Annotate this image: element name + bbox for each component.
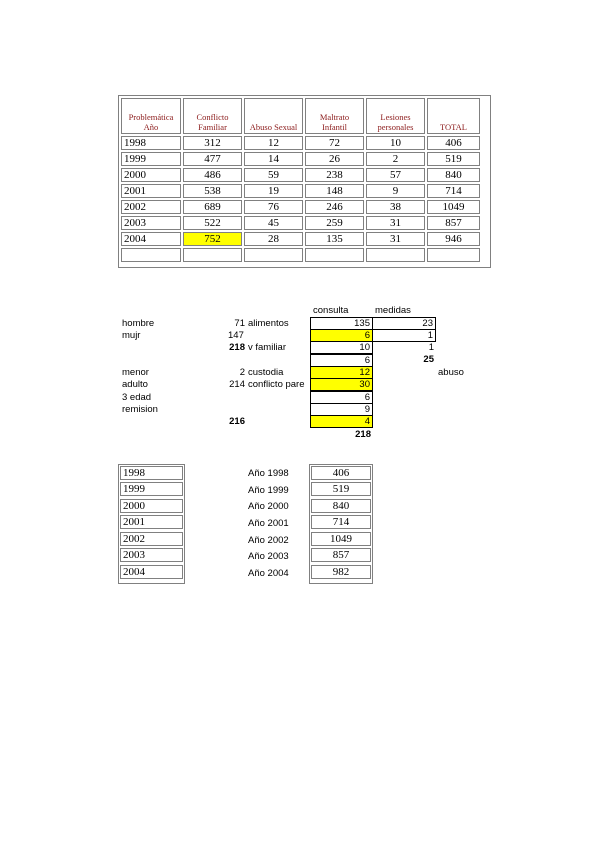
value-cell: 57 xyxy=(366,168,425,182)
consulta-cell: 135 xyxy=(310,317,373,330)
value-cell: 259 xyxy=(305,216,364,230)
year-cell: 1999 xyxy=(120,482,183,496)
cat-custodia: custodia xyxy=(248,367,284,378)
label-3-edad: 3 edad xyxy=(122,392,152,403)
consulta-cell: 6 xyxy=(310,354,373,367)
empty-row xyxy=(121,248,480,262)
value-cell: 26 xyxy=(305,152,364,166)
col-header-consulta: consulta xyxy=(313,305,349,316)
medidas-total: 25 xyxy=(423,354,434,365)
value-cell: 486 xyxy=(183,168,242,182)
empty-cell xyxy=(183,248,242,262)
num-mujr: 147 xyxy=(228,330,244,341)
header-problematica: Problemática Año xyxy=(121,98,181,134)
year-label: Año 2003 xyxy=(248,551,289,562)
value-cell: 2 xyxy=(366,152,425,166)
total-value-cell: 406 xyxy=(311,466,371,480)
num-sum-1: 218 xyxy=(229,342,245,353)
value-cell: 238 xyxy=(305,168,364,182)
consulta-cell-highlighted: 4 xyxy=(310,415,373,428)
consulta-cell-highlighted: 30 xyxy=(310,378,373,391)
year-cell: 2000 xyxy=(120,499,183,513)
total-cell: 946 xyxy=(427,232,480,246)
label-mujr: mujr xyxy=(122,330,141,341)
value-cell: 59 xyxy=(244,168,303,182)
year-cell: 2001 xyxy=(120,515,183,529)
header-total: TOTAL xyxy=(427,98,480,134)
label-adulto: adulto xyxy=(122,379,148,390)
value-cell: 72 xyxy=(305,136,364,150)
consulta-cell: 6 xyxy=(310,391,373,404)
col-header-medidas: medidas xyxy=(375,305,411,316)
total-cell: 840 xyxy=(427,168,480,182)
cat-alimentos: alimentos xyxy=(248,318,289,329)
statistics-table xyxy=(118,95,491,268)
header-lesiones: Lesiones personales xyxy=(366,98,425,134)
year-cell: 1998 xyxy=(120,466,183,480)
year-cell: 2003 xyxy=(121,216,181,230)
statistics-grid xyxy=(119,96,482,264)
num-menor: 2 xyxy=(239,367,245,378)
table-row xyxy=(121,216,480,230)
value-cell: 19 xyxy=(244,184,303,198)
table-row xyxy=(121,152,480,166)
value-cell: 522 xyxy=(183,216,242,230)
table-row xyxy=(121,168,480,182)
value-cell: 45 xyxy=(244,216,303,230)
total-value-cell: 1049 xyxy=(311,532,371,546)
year-label: Año 2002 xyxy=(248,535,289,546)
year-label: Año 2004 xyxy=(248,568,289,579)
total-value-cell: 840 xyxy=(311,499,371,513)
num-hombre: 71 xyxy=(234,318,245,329)
year-cell: 1998 xyxy=(121,136,181,150)
empty-cell xyxy=(305,248,364,262)
empty-cell xyxy=(427,248,480,262)
year-cell: 2001 xyxy=(121,184,181,198)
value-cell: 14 xyxy=(244,152,303,166)
label-remision: remision xyxy=(122,404,158,415)
header-maltrato: Maltrato Infantil xyxy=(305,98,364,134)
year-cell: 2002 xyxy=(121,200,181,214)
value-cell: 31 xyxy=(366,232,425,246)
table-row xyxy=(121,136,480,150)
year-cell: 2000 xyxy=(121,168,181,182)
value-cell: 12 xyxy=(244,136,303,150)
empty-cell xyxy=(121,248,181,262)
num-sum-2: 216 xyxy=(229,416,245,427)
medidas-cell: 1 xyxy=(428,342,434,353)
table-row xyxy=(121,232,480,246)
year-label: Año 1998 xyxy=(248,468,289,479)
cat-v-familiar: v familiar xyxy=(248,342,287,353)
year-cell: 2002 xyxy=(120,532,183,546)
value-cell: 38 xyxy=(366,200,425,214)
value-cell: 9 xyxy=(366,184,425,198)
value-cell: 31 xyxy=(366,216,425,230)
total-value-cell: 857 xyxy=(311,548,371,562)
year-cell: 2004 xyxy=(120,565,183,579)
consulta-cell-highlighted: 6 xyxy=(310,329,373,342)
label-menor: menor xyxy=(122,367,149,378)
value-cell: 28 xyxy=(244,232,303,246)
value-cell: 135 xyxy=(305,232,364,246)
medidas-cell: 1 xyxy=(372,329,436,342)
table-row xyxy=(121,200,480,214)
value-cell: 246 xyxy=(305,200,364,214)
total-cell: 406 xyxy=(427,136,480,150)
consulta-cell: 9 xyxy=(310,403,373,416)
value-cell: 689 xyxy=(183,200,242,214)
year-cell: 2003 xyxy=(120,548,183,562)
label-abuso: abuso xyxy=(438,367,464,378)
total-value-cell: 714 xyxy=(311,515,371,529)
total-value-cell: 982 xyxy=(311,565,371,579)
value-cell: 10 xyxy=(366,136,425,150)
value-cell: 76 xyxy=(244,200,303,214)
value-cell: 148 xyxy=(305,184,364,198)
year-cell: 1999 xyxy=(121,152,181,166)
table-header-row xyxy=(121,98,480,134)
label-hombre: hombre xyxy=(122,318,155,329)
total-cell: 519 xyxy=(427,152,480,166)
year-label: Año 1999 xyxy=(248,485,289,496)
header-abuso: Abuso Sexual xyxy=(244,98,303,134)
highlighted-value-cell: 752 xyxy=(183,232,242,246)
num-adulto: 214 xyxy=(229,379,245,390)
empty-cell xyxy=(244,248,303,262)
cat-conflicto-pare: conflicto pare xyxy=(248,379,305,390)
medidas-cell: 23 xyxy=(372,317,436,330)
year-cell: 2004 xyxy=(121,232,181,246)
total-cell: 714 xyxy=(427,184,480,198)
total-cell: 1049 xyxy=(427,200,480,214)
consulta-cell-highlighted: 12 xyxy=(310,366,373,379)
empty-cell xyxy=(366,248,425,262)
value-cell: 312 xyxy=(183,136,242,150)
year-label: Año 2000 xyxy=(248,501,289,512)
value-cell: 477 xyxy=(183,152,242,166)
header-conflicto: Conflicto Familiar xyxy=(183,98,242,134)
total-value-cell: 519 xyxy=(311,482,371,496)
consulta-cell: 10 xyxy=(310,341,373,354)
year-label: Año 2001 xyxy=(248,518,289,529)
table-row xyxy=(121,184,480,198)
total-cell: 857 xyxy=(427,216,480,230)
consulta-total: 218 xyxy=(355,429,371,440)
value-cell: 538 xyxy=(183,184,242,198)
